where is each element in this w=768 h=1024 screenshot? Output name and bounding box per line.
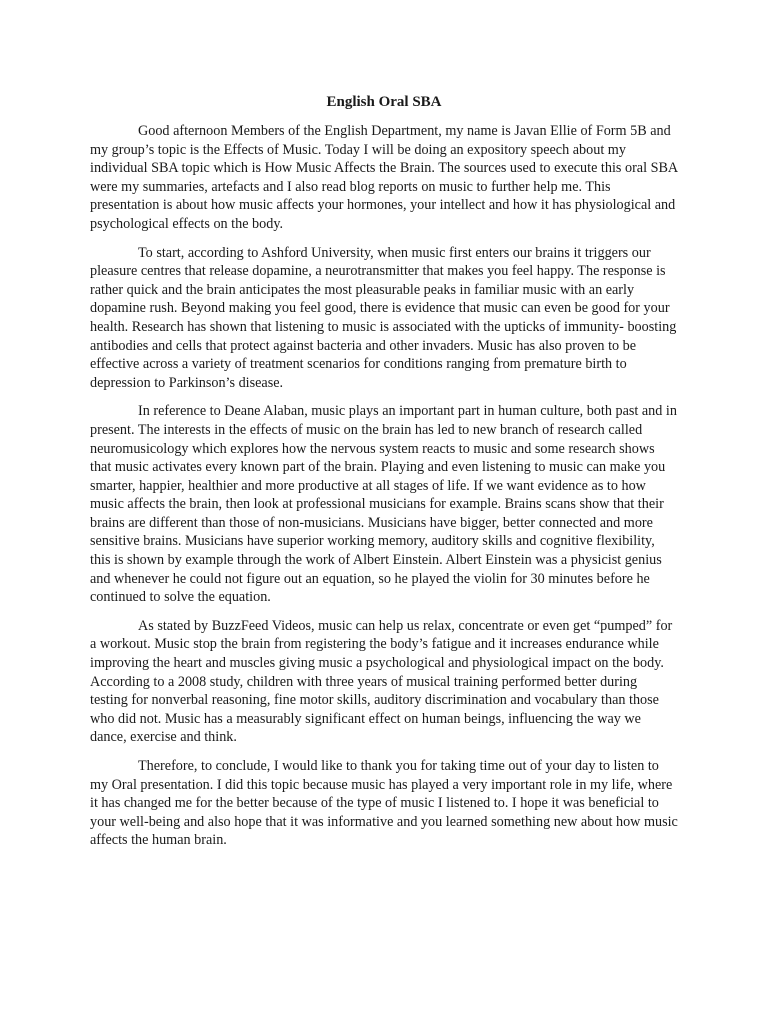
document-title: English Oral SBA (326, 94, 442, 110)
paragraph-buzzfeed-videos: As stated by BuzzFeed Videos, music can help us relax, concentrate or even get “pumped” for a workout. Music stop the brain from registering the body’s fatigue and it increases endurance while improving the heart and muscles giving music a psychological and physiological impact on the body. According to a 2008 study, children with three years of musical training performed better during testing for nonverbal reasoning, fine motor skills, auditory discrimination and vocabulary than those who did not. Music has a measurably significant effect on human beings, influencing the way we dance, exercise and think. (90, 617, 673, 746)
paragraph-introduction: Good afternoon Members of the English Department, my name is Javan Ellie of Form 5B and my group’s topic is the Effects of Music. Today I will be doing an expository speech about my individual SBA topic which is How Music Affects the Brain. The sources used to execute this oral SBA were my summaries, artefacts and I also read blog reports on music to further help me. This presentation is about how music affects your hormones, your intellect and how it has physiological and psychological effects on the body. (90, 123, 678, 232)
paragraph-deane-alaban: In reference to Deane Alaban, music plays an important part in human culture, both past and in present. The interests in the effects of music on the brain has led to new branch of research called neuromusicology which explores how the nervous system reacts to music and some research shows that music activates every known part of the brain. Playing and even listening to music can make you smarter, happier, healthier and more productive at all stages of life. If we want evidence as to how music affects the brain, then look at professional musicians for example. Brains scans show that their brains are different than those of non-musicians. Musicians have bigger, better connected and more sensitive brains. Musicians have superior working memory, auditory skills and cognitive flexibility, this is shown by example through the work of Albert Einstein. Albert Einstein was a physicist genius and whenever he could not figure out an equation, so he played the violin for 30 minutes before he continued to solve the equation. (90, 403, 677, 606)
document-body (90, 122, 678, 860)
paragraph-ashford-university: To start, according to Ashford University, when music first enters our brains it triggers our pleasure centres that release dopamine, a neurotransmitter that makes you feel happy. The response is rather quick and the brain anticipates the most pleasurable peaks in familiar music with an early dopamine rush. Beyond making you feel good, there is evidence that music can even be good for your health. Research has shown that listening to music is associated with the upticks of immunity- boosting antibodies and cells that protect against bacteria and other invaders. Music has also proven to be effective across a variety of treatment scenarios for conditions ranging from premature birth to depression to Parkinson’s disease. (90, 244, 677, 391)
paragraph-conclusion: Therefore, to conclude, I would like to thank you for taking time out of your day to listen to my Oral presentation. I did this topic because music has played a very important role in my life, where it has changed me for the better because of the type of music I listened to. I hope it was beneficial to your well-being and also hope that it was informative and you learned something new about how music affects the human brain. (90, 758, 678, 849)
